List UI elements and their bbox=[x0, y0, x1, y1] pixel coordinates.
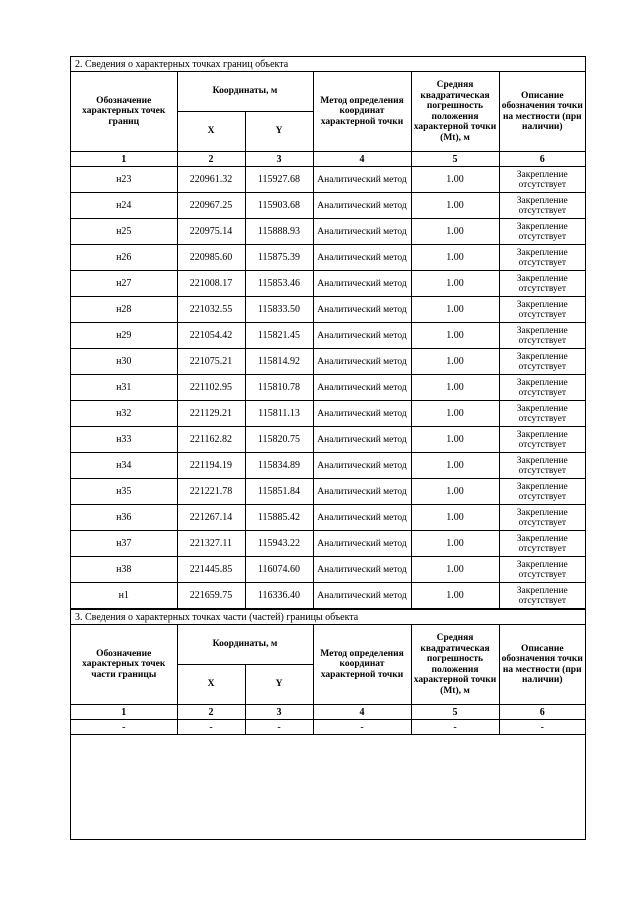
col-header-description: Описание обозначения точки на местности (при наличии) bbox=[499, 625, 585, 705]
description-cell: Закрепление отсутствует bbox=[499, 401, 585, 427]
section2-title: 2. Сведения о характерных точках границ объекта bbox=[71, 57, 585, 72]
description-cell: Закрепление отсутствует bbox=[499, 557, 585, 583]
point-name-cell: н38 bbox=[71, 557, 177, 583]
error-value-cell: 1.00 bbox=[411, 271, 499, 297]
column-number: 6 bbox=[499, 152, 585, 167]
method-cell: Аналитический метод bbox=[313, 427, 411, 453]
coord-y-cell: 115943.22 bbox=[245, 531, 313, 557]
table-row bbox=[71, 401, 585, 427]
method-cell: Аналитический метод bbox=[313, 557, 411, 583]
point-name-cell: н32 bbox=[71, 401, 177, 427]
error-value-cell: 1.00 bbox=[411, 531, 499, 557]
table-row bbox=[71, 505, 585, 531]
col-header-designation: Обозначение характерных точек части границы bbox=[71, 625, 177, 705]
error-value-cell: 1.00 bbox=[411, 167, 499, 193]
empty-cell: - bbox=[411, 720, 499, 735]
section3-table bbox=[71, 609, 585, 735]
coord-x-cell: 221008.17 bbox=[177, 271, 245, 297]
method-cell: Аналитический метод bbox=[313, 479, 411, 505]
coord-y-cell: 116336.40 bbox=[245, 583, 313, 609]
coord-y-cell: 116074.60 bbox=[245, 557, 313, 583]
method-cell: Аналитический метод bbox=[313, 453, 411, 479]
error-value-cell: 1.00 bbox=[411, 479, 499, 505]
error-value-cell: 1.00 bbox=[411, 427, 499, 453]
table-row bbox=[71, 271, 585, 297]
error-value-cell: 1.00 bbox=[411, 453, 499, 479]
coord-y-cell: 115834.89 bbox=[245, 453, 313, 479]
column-number: 3 bbox=[245, 152, 313, 167]
table-row bbox=[71, 297, 585, 323]
section2-table bbox=[71, 57, 585, 609]
error-value-cell: 1.00 bbox=[411, 375, 499, 401]
coord-y-cell: 115885.42 bbox=[245, 505, 313, 531]
coord-y-cell: 115821.45 bbox=[245, 323, 313, 349]
coord-x-cell: 220961.32 bbox=[177, 167, 245, 193]
coord-y-cell: 115888.93 bbox=[245, 219, 313, 245]
coord-x-cell: 221194.19 bbox=[177, 453, 245, 479]
method-cell: Аналитический метод bbox=[313, 323, 411, 349]
col-header-coordinates: Координаты, м bbox=[177, 625, 313, 665]
point-name-cell: н29 bbox=[71, 323, 177, 349]
coord-y-cell: 115927.68 bbox=[245, 167, 313, 193]
point-name-cell: н34 bbox=[71, 453, 177, 479]
error-value-cell: 1.00 bbox=[411, 401, 499, 427]
coord-y-cell: 115820.75 bbox=[245, 427, 313, 453]
column-number: 2 bbox=[177, 705, 245, 720]
coord-y-cell: 115814.92 bbox=[245, 349, 313, 375]
error-value-cell: 1.00 bbox=[411, 297, 499, 323]
table-row bbox=[71, 557, 585, 583]
method-cell: Аналитический метод bbox=[313, 375, 411, 401]
description-cell: Закрепление отсутствует bbox=[499, 479, 585, 505]
table-row bbox=[71, 323, 585, 349]
error-value-cell: 1.00 bbox=[411, 505, 499, 531]
section2-rows bbox=[71, 167, 585, 609]
column-number: 6 bbox=[499, 705, 585, 720]
coord-x-cell: 221129.21 bbox=[177, 401, 245, 427]
coord-y-cell: 115811.13 bbox=[245, 401, 313, 427]
error-value-cell: 1.00 bbox=[411, 583, 499, 609]
point-name-cell: н35 bbox=[71, 479, 177, 505]
coord-x-cell: 221267.14 bbox=[177, 505, 245, 531]
column-number: 5 bbox=[411, 152, 499, 167]
description-cell: Закрепление отсутствует bbox=[499, 349, 585, 375]
point-name-cell: н30 bbox=[71, 349, 177, 375]
document-frame bbox=[70, 56, 586, 840]
description-cell: Закрепление отсутствует bbox=[499, 245, 585, 271]
description-cell: Закрепление отсутствует bbox=[499, 427, 585, 453]
empty-cell: - bbox=[313, 720, 411, 735]
description-cell: Закрепление отсутствует bbox=[499, 453, 585, 479]
table-row bbox=[71, 193, 585, 219]
description-cell: Закрепление отсутствует bbox=[499, 219, 585, 245]
col-header-x: X bbox=[177, 112, 245, 152]
method-cell: Аналитический метод bbox=[313, 271, 411, 297]
column-number: 1 bbox=[71, 152, 177, 167]
table-row bbox=[71, 453, 585, 479]
table-row bbox=[71, 245, 585, 271]
coord-x-cell: 220967.25 bbox=[177, 193, 245, 219]
column-number: 5 bbox=[411, 705, 499, 720]
col-header-description: Описание обозначения точки на местности (при наличии) bbox=[499, 72, 585, 152]
table-row bbox=[71, 167, 585, 193]
method-cell: Аналитический метод bbox=[313, 583, 411, 609]
description-cell: Закрепление отсутствует bbox=[499, 323, 585, 349]
description-cell: Закрепление отсутствует bbox=[499, 297, 585, 323]
method-cell: Аналитический метод bbox=[313, 531, 411, 557]
table-row bbox=[71, 583, 585, 609]
point-name-cell: н33 bbox=[71, 427, 177, 453]
col-header-method: Метод определения координат характерной точки bbox=[313, 625, 411, 705]
col-header-method: Метод определения координат характерной точки bbox=[313, 72, 411, 152]
empty-cell: - bbox=[177, 720, 245, 735]
method-cell: Аналитический метод bbox=[313, 193, 411, 219]
description-cell: Закрепление отсутствует bbox=[499, 583, 585, 609]
col-header-y: Y bbox=[245, 665, 313, 705]
column-number: 1 bbox=[71, 705, 177, 720]
coord-y-cell: 115903.68 bbox=[245, 193, 313, 219]
point-name-cell: н26 bbox=[71, 245, 177, 271]
point-name-cell: н36 bbox=[71, 505, 177, 531]
coord-y-cell: 115853.46 bbox=[245, 271, 313, 297]
point-name-cell: н28 bbox=[71, 297, 177, 323]
empty-cell: - bbox=[71, 720, 177, 735]
point-name-cell: н37 bbox=[71, 531, 177, 557]
error-value-cell: 1.00 bbox=[411, 557, 499, 583]
coord-y-cell: 115833.50 bbox=[245, 297, 313, 323]
table-row bbox=[71, 720, 585, 735]
point-name-cell: н1 bbox=[71, 583, 177, 609]
description-cell: Закрепление отсутствует bbox=[499, 167, 585, 193]
coord-x-cell: 221075.21 bbox=[177, 349, 245, 375]
method-cell: Аналитический метод bbox=[313, 401, 411, 427]
point-name-cell: н31 bbox=[71, 375, 177, 401]
coord-x-cell: 221659.75 bbox=[177, 583, 245, 609]
coord-x-cell: 221162.82 bbox=[177, 427, 245, 453]
table-row bbox=[71, 427, 585, 453]
method-cell: Аналитический метод bbox=[313, 297, 411, 323]
description-cell: Закрепление отсутствует bbox=[499, 271, 585, 297]
coord-y-cell: 115810.78 bbox=[245, 375, 313, 401]
coord-x-cell: 221054.42 bbox=[177, 323, 245, 349]
coord-x-cell: 221327.11 bbox=[177, 531, 245, 557]
point-name-cell: н24 bbox=[71, 193, 177, 219]
coord-x-cell: 220975.14 bbox=[177, 219, 245, 245]
coord-x-cell: 220985.60 bbox=[177, 245, 245, 271]
table-row bbox=[71, 219, 585, 245]
empty-cell: - bbox=[245, 720, 313, 735]
col-header-designation: Обозначение характерных точек границ bbox=[71, 72, 177, 152]
col-header-error: Средняя квадратическая погрешность положения характерной точки (Mt), м bbox=[411, 72, 499, 152]
column-number: 3 bbox=[245, 705, 313, 720]
coord-y-cell: 115851.84 bbox=[245, 479, 313, 505]
coord-x-cell: 221445.85 bbox=[177, 557, 245, 583]
point-name-cell: н27 bbox=[71, 271, 177, 297]
col-header-y: Y bbox=[245, 112, 313, 152]
description-cell: Закрепление отсутствует bbox=[499, 531, 585, 557]
table-row bbox=[71, 531, 585, 557]
coord-y-cell: 115875.39 bbox=[245, 245, 313, 271]
method-cell: Аналитический метод bbox=[313, 167, 411, 193]
error-value-cell: 1.00 bbox=[411, 349, 499, 375]
description-cell: Закрепление отсутствует bbox=[499, 193, 585, 219]
coord-x-cell: 221102.95 bbox=[177, 375, 245, 401]
point-name-cell: н25 bbox=[71, 219, 177, 245]
description-cell: Закрепление отсутствует bbox=[499, 505, 585, 531]
section3-title: 3. Сведения о характерных точках части (частей) границы объекта bbox=[71, 610, 585, 625]
empty-cell: - bbox=[499, 720, 585, 735]
error-value-cell: 1.00 bbox=[411, 219, 499, 245]
table-row bbox=[71, 375, 585, 401]
coord-x-cell: 221221.78 bbox=[177, 479, 245, 505]
column-number: 4 bbox=[313, 152, 411, 167]
col-header-error: Средняя квадратическая погрешность положения характерной точки (Mt), м bbox=[411, 625, 499, 705]
error-value-cell: 1.00 bbox=[411, 193, 499, 219]
method-cell: Аналитический метод bbox=[313, 505, 411, 531]
description-cell: Закрепление отсутствует bbox=[499, 375, 585, 401]
table-row bbox=[71, 349, 585, 375]
column-number: 4 bbox=[313, 705, 411, 720]
error-value-cell: 1.00 bbox=[411, 245, 499, 271]
coord-x-cell: 221032.55 bbox=[177, 297, 245, 323]
col-header-coordinates: Координаты, м bbox=[177, 72, 313, 112]
point-name-cell: н23 bbox=[71, 167, 177, 193]
method-cell: Аналитический метод bbox=[313, 245, 411, 271]
column-number: 2 bbox=[177, 152, 245, 167]
method-cell: Аналитический метод bbox=[313, 349, 411, 375]
error-value-cell: 1.00 bbox=[411, 323, 499, 349]
table-row bbox=[71, 479, 585, 505]
method-cell: Аналитический метод bbox=[313, 219, 411, 245]
col-header-x: X bbox=[177, 665, 245, 705]
